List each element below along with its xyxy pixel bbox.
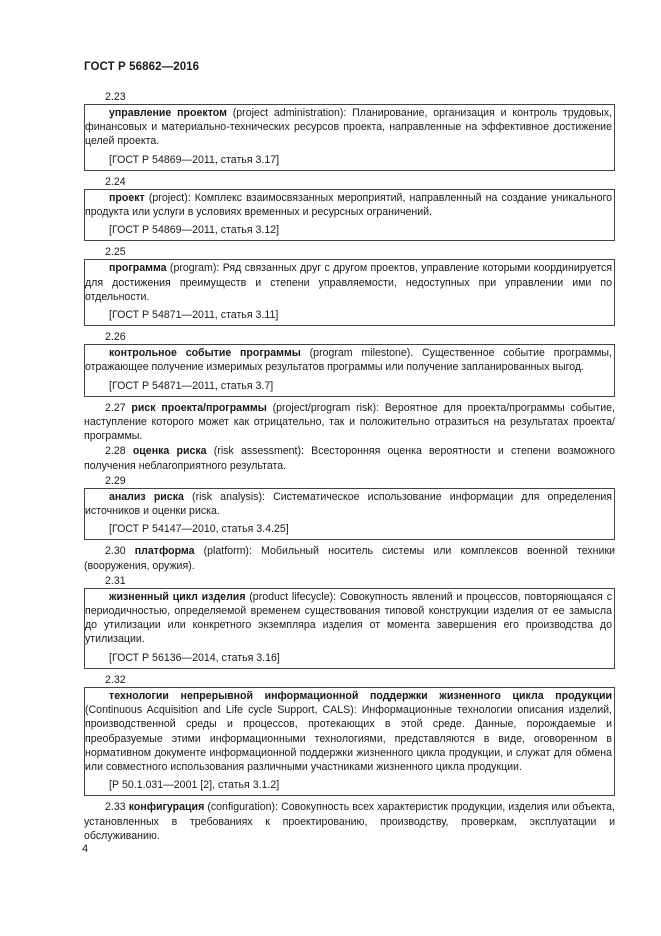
term: проект: [109, 191, 145, 204]
definition-box: [84, 588, 615, 669]
source-reference: [Р 50.1.031—2001 [2], статья 3.1.2]: [109, 779, 280, 792]
definition: (Continuous Acquisition and Life cycle Support, CALS): Информационные технологии описания изделий, производственной среды и процессов, протекающих в этой среде. Данные, порождаемые и преобразуемые этими информационными технологиями, представляются в виде, оговоренном в нормативном документе информационной поддержки жизненного цикла продукции, и служат для обмена или совместного использования различными участниками жизненного цикла продукции.: [85, 704, 612, 773]
entry-number: 2.27: [105, 401, 132, 414]
definition-text: [85, 191, 612, 219]
term: жизненный цикл изделия: [109, 590, 246, 603]
term: контрольное событие программы: [109, 347, 301, 360]
definition: (project/program risk): Вероятное для проекта/программы событие, наступление которого может как отрицательно, так и положительно отразиться на результатах проекта/программы.: [84, 401, 616, 443]
entry-number: 2.26: [105, 331, 126, 344]
term: риск проекта/программы: [131, 401, 267, 414]
definition-box: [84, 189, 615, 242]
definition-box: [84, 104, 615, 171]
definition-text: [85, 346, 612, 374]
source-reference: [ГОСТ Р 54871—2011, статья 3.11]: [109, 309, 279, 322]
entry-number: 2.28: [105, 445, 133, 458]
source-reference: [ГОСТ Р 54147—2010, статья 3.4.25]: [109, 523, 289, 536]
definition: (risk assessment): Всесторонняя оценка вероятности и степени возможного получения неблагоприятного результата.: [84, 445, 616, 472]
definition-box: [84, 344, 615, 397]
entry-number: 2.24: [105, 175, 126, 188]
entry-number: 2.23: [105, 91, 126, 103]
term: управление проектом: [109, 107, 227, 119]
term: программа: [109, 262, 167, 275]
definition-text: [85, 490, 612, 518]
definition-text: [85, 106, 612, 149]
definition: (program): Ряд связанных друг с другом проектов, управление которыми координируется для достижения преимуществ и степени управляемости, недоступных при управлении ими по отдельности.: [85, 262, 612, 303]
term: технологии непрерывной информационной поддержки жизненного цикла продукции: [109, 689, 612, 702]
definition: (product lifecycle): Совокупность явлений и процессов, повторяющаяся с периодичностью, определяемой временем существования типовой конструкции изделия от ее замысла до утилизации или конкретного экземпляра изделия от момента завершения его производства до утилизации.: [85, 590, 612, 646]
entry-number: 2.31: [105, 574, 126, 587]
definition-paragraph: [84, 544, 615, 572]
term: анализ риска: [109, 490, 184, 503]
definition: (project administration): Планирование, организация и контроль трудовых, финансовых и материально-технических ресурсов проекта, направленные на эффективное достижение целей проекта.: [85, 107, 612, 148]
definition-text: [85, 590, 612, 647]
page-header: ГОСТ Р 56862—2016: [84, 61, 200, 73]
definition: (project): Комплекс взаимосвязанных мероприятий, направленный на создание уникального продукта или услуги в условиях временных и ресурсных ограничений.: [85, 191, 612, 219]
definition: (platform): Мобильный носитель системы или комплексов военной техники (вооружения, оружия).: [84, 545, 616, 572]
definition-box: [84, 488, 615, 541]
definition-box: [84, 259, 615, 326]
source-reference: [ГОСТ Р 54869—2011, статья 3.12]: [109, 224, 280, 237]
definition: (program milestone). Существенное событие программы, отражающее получение измеримых результатов программы или получение запланированных выгод.: [85, 347, 612, 374]
source-reference: [ГОСТ Р 54869—2011, статья 3.17]: [109, 153, 280, 166]
definition-text: [85, 689, 612, 774]
definition-text: [85, 261, 612, 304]
entry-number: 2.25: [105, 246, 126, 259]
definition: (risk analysis): Систематическое использование информации для определения источников и оценки риска.: [85, 490, 612, 518]
entry-number: 2.30: [105, 545, 135, 558]
definition: (configuration): Совокупность всех характеристик продукции, изделия или объекта, установленных в требованиях к проектированию, производству, проверкам, эксплуатации и обслуживанию.: [84, 801, 616, 842]
definition-box: [84, 687, 615, 796]
definition-paragraph: [84, 401, 615, 444]
entry-number: 2.32: [105, 673, 126, 686]
term: оценка риска: [132, 445, 207, 458]
source-reference: [ГОСТ Р 54871—2011, статья 3.7]: [109, 379, 274, 392]
source-reference: [ГОСТ Р 56136—2014, статья 3.16]: [109, 651, 280, 664]
entry-number: 2.29: [105, 474, 126, 487]
entry-number: 2.33: [105, 801, 129, 814]
definition-paragraph: [84, 800, 615, 843]
document-body: [84, 90, 615, 844]
term: конфигурация: [128, 801, 205, 814]
page-number: 4: [82, 843, 89, 855]
term: платформа: [134, 545, 195, 558]
definition-paragraph: [84, 444, 615, 472]
